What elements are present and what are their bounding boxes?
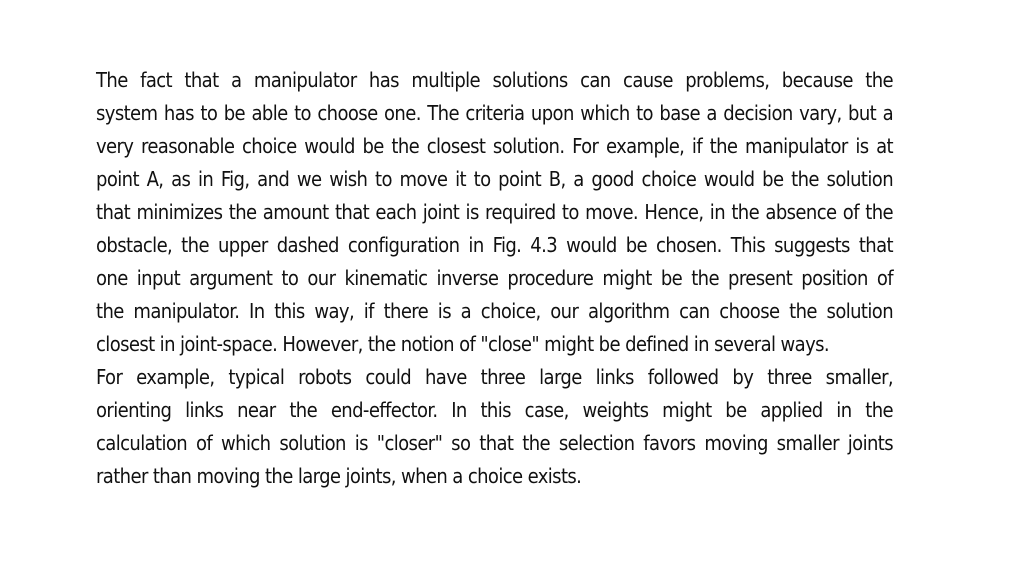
text-line: point A, as in Fig, and we wish to move it to point B, a good choice would be the solution <box>96 167 893 191</box>
text-line: that minimizes the amount that each joint is required to move. Hence, in the absence of the <box>96 200 893 224</box>
body-text <box>96 64 893 493</box>
text-line: the manipulator. In this way, if there is a choice, our algorithm can choose the solution <box>96 299 893 323</box>
text-line: orienting links near the end-effector. In this case, weights might be applied in the <box>96 398 893 422</box>
text-line: The fact that a manipulator has multiple solutions can cause problems, because the <box>96 68 893 92</box>
text-line: one input argument to our kinematic inverse procedure might be the present position of <box>96 266 893 290</box>
text-line: calculation of which solution is "closer" so that the selection favors moving smaller joints <box>96 431 893 455</box>
text-line: obstacle, the upper dashed configuration in Fig. 4.3 would be chosen. This suggests that <box>96 233 893 257</box>
text-line: For example, typical robots could have three large links followed by three smaller, <box>96 365 893 389</box>
text-line: very reasonable choice would be the closest solution. For example, if the manipulator is at <box>96 134 893 158</box>
text-line: closest in joint-space. However, the notion of "close" might be defined in several ways. <box>96 332 830 356</box>
text-line: system has to be able to choose one. The criteria upon which to base a decision vary, but a <box>96 101 893 125</box>
text-line: rather than moving the large joints, when a choice exists. <box>96 464 582 488</box>
